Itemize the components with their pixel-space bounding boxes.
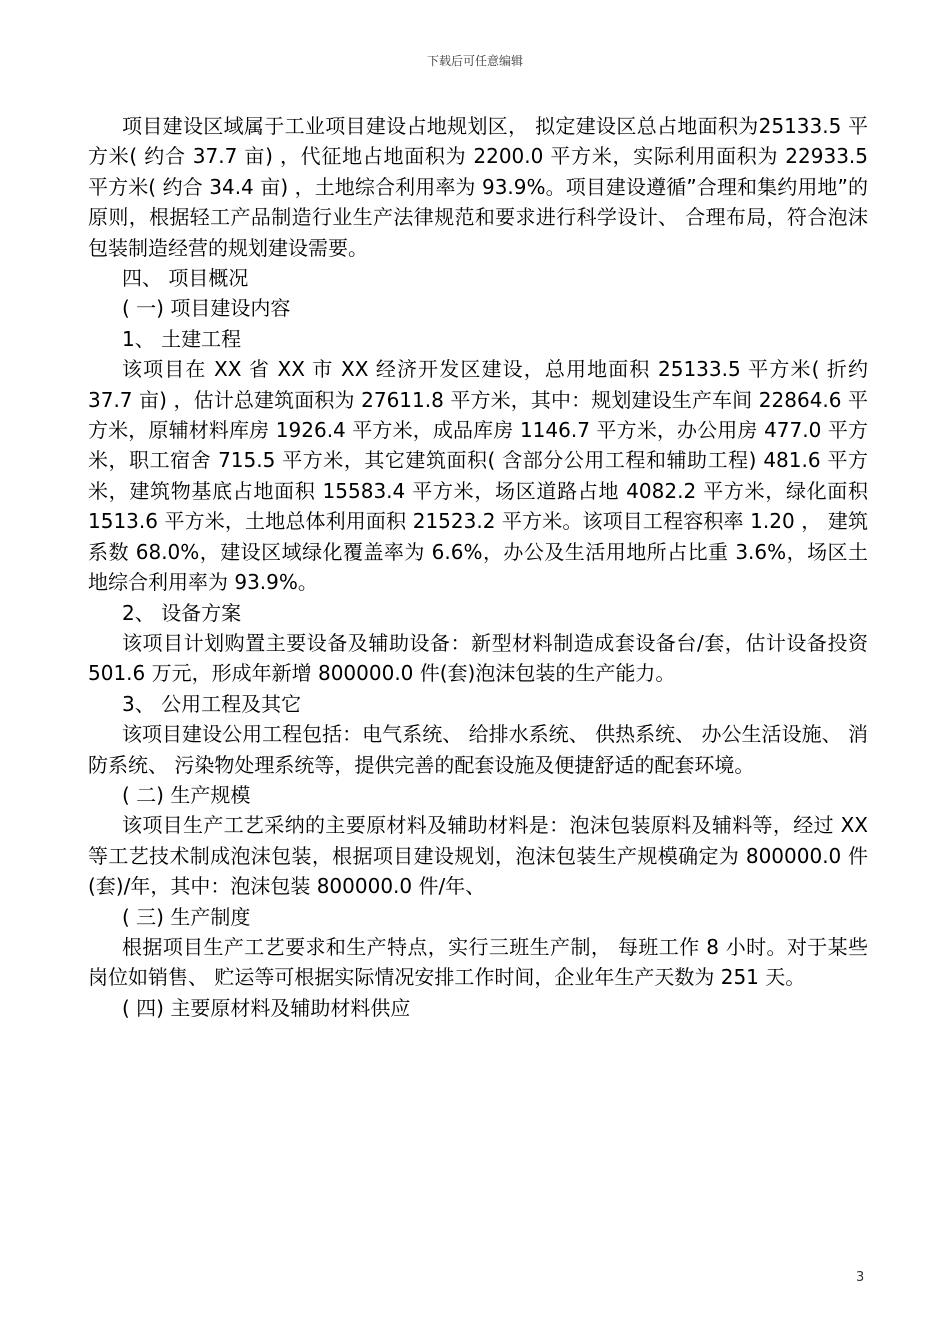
subsection-heading-materials-supply: ( 四) 主要原材料及辅助材料供应 (122, 995, 411, 1020)
document-body (88, 111, 868, 1023)
paragraph-civil-works: 该项目在 XX 省 XX 市 XX 经济开发区建设，总用地面积 25133.5 平方米( 折约 37.7 亩) ，估计总建筑面积为 27611.8 平方米，其中：规划建设生产车间 22864.6 平方米，原辅材料库房 1926.4 平方米，成品库房 1146.7 平方米，办公用房 477.0 平方米，职工宿舍 715.5 平方米，其它建筑面积( 含部分公用工程和辅助工程) 481.6 平方米，建筑物基底占地面积 15583.4 平方米，场区道路占地 4082.2 平方米，绿化面积 1513.6 平方米，土地总体利用面积 21523.2 平方米。该项目工程容积率 1.20 ， 建筑系数 68.0%，建设区域绿化覆盖率为 6.6%，办公及生活用地所占比重 3.6%，场区土地综合利用率为 93.9%。 (88, 357, 868, 595)
item-heading-public-works: 3、 公用工程及其它 (122, 691, 302, 716)
item-heading-equipment-plan: 2、 设备方案 (122, 600, 242, 625)
paragraph-equipment-plan: 该项目计划购置主要设备及辅助设备：新型材料制造成套设备台/套，估计设备投资 501.6 万元，形成年新增 800000.0 件(套)泡沫包装的生产能力。 (88, 630, 868, 686)
paragraph-production-system: 根据项目生产工艺要求和生产特点，实行三班生产制， 每班工作 8 小时。对于某些岗位如销售、 贮运等可根据实际情况安排工作时间，企业年生产天数为 251 天。 (88, 934, 868, 990)
page-number: 3 (856, 1270, 865, 1285)
subsection-heading-construction-content: ( 一) 项目建设内容 (122, 296, 291, 321)
item-heading-civil-works: 1、 土建工程 (122, 326, 242, 351)
page-header: 下载后可任意编辑 (426, 54, 523, 68)
paragraph-production-scale: 该项目生产工艺采纳的主要原材料及辅助材料是：泡沫包装原料及辅料等，经过 XX 等工艺技术制成泡沫包装，根据项目建设规划，泡沫包装生产规模确定为 800000.0 件(套)/年，其中：泡沫包装 800000.0 件/年、 (88, 813, 868, 899)
section-heading-project-overview: 四、 项目概况 (122, 266, 249, 291)
paragraph-public-works: 该项目建设公用工程包括：电气系统、 给排水系统、 供热系统、 办公生活设施、 消防系统、 污染物处理系统等，提供完善的配套设施及便捷舒适的配套环境。 (88, 722, 868, 777)
paragraph-land-use: 项目建设区域属于工业项目建设占地规划区， 拟定建设区总占地面积为25133.5 平方米( 约合 37.7 亩) ，代征地占地面积为 2200.0 平方米，实际利用面积为 22933.5 平方米( 约合 34.4 亩) ，土地综合利用率为 93.9%。项目建设遵循”合理和集约用地”的原则，根据轻工产品制造行业生产法律规范和要求进行科学设计、 合理布局，符合泡沫包装制造经营的规划建设需要。 (88, 114, 868, 260)
subsection-heading-production-system: ( 三) 生产制度 (122, 904, 251, 929)
subsection-heading-production-scale: ( 二) 生产规模 (122, 782, 251, 807)
